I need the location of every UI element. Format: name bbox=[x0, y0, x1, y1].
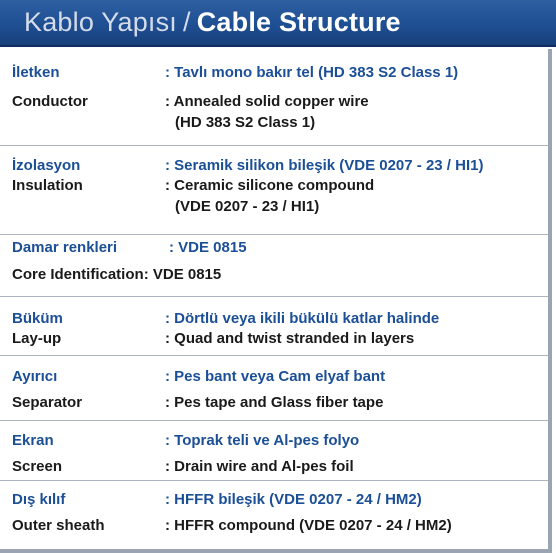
section-lay-up bbox=[0, 297, 548, 356]
value-en: : Drain wire and Al-pes foil bbox=[165, 458, 354, 475]
label-en: Conductor bbox=[12, 93, 88, 110]
value-tr: : Toprak teli ve Al-pes folyo bbox=[165, 432, 360, 449]
label-tr: Dış kılıf bbox=[12, 491, 66, 508]
title-english: Cable Structure bbox=[196, 7, 401, 37]
label-en: Outer sheath bbox=[12, 517, 105, 534]
label-en: Insulation bbox=[12, 177, 83, 194]
value-en: : Annealed solid copper wire bbox=[165, 93, 369, 110]
value-tr: : Seramik silikon bileşik (VDE 0207 - 23 / HI1) bbox=[165, 157, 484, 174]
value-en-continued: (HD 383 S2 Class 1) bbox=[175, 114, 316, 131]
label-tr: Ayırıcı bbox=[12, 368, 58, 385]
value-en: : HFFR compound (VDE 0207 - 24 / HM2) bbox=[165, 517, 452, 534]
label-tr: İletken bbox=[12, 64, 60, 81]
value-en-continued: (VDE 0207 - 23 / HI1) bbox=[175, 198, 320, 215]
value-tr: : HFFR bileşik (VDE 0207 - 24 / HM2) bbox=[165, 491, 422, 508]
label-en: Core Identification: VDE 0815 bbox=[12, 266, 222, 283]
value-en: : Pes tape and Glass fiber tape bbox=[165, 394, 384, 411]
section-screen bbox=[0, 421, 548, 481]
section-insulation bbox=[0, 146, 548, 235]
value-en: : Quad and twist stranded in layers bbox=[165, 330, 415, 347]
label-en: Separator bbox=[12, 394, 83, 411]
label-en: Screen bbox=[12, 458, 63, 475]
cable-structure-table bbox=[0, 49, 552, 553]
title-separator: / bbox=[183, 7, 191, 37]
label-tr: Büküm bbox=[12, 310, 63, 327]
value-tr: : Tavlı mono bakır tel (HD 383 S2 Class 1) bbox=[165, 64, 459, 81]
section-outer-sheath bbox=[0, 481, 548, 549]
section-conductor bbox=[0, 49, 548, 146]
label-tr: Ekran bbox=[12, 432, 54, 449]
title-turkish: Kablo Yapısı bbox=[24, 7, 178, 37]
label-tr: Damar renkleri bbox=[12, 239, 118, 256]
value-tr: : Pes bant veya Cam elyaf bant bbox=[165, 368, 386, 385]
value-en: : Ceramic silicone compound bbox=[165, 177, 375, 194]
value-tr: : VDE 0815 bbox=[169, 239, 247, 256]
section-separator bbox=[0, 356, 548, 421]
label-en: Lay-up bbox=[12, 330, 62, 347]
value-tr: : Dörtlü veya ikili bükülü katlar halinde bbox=[165, 310, 440, 327]
section-core-identification bbox=[0, 235, 548, 297]
page-title bbox=[0, 0, 556, 47]
label-tr: İzolasyon bbox=[12, 157, 81, 174]
